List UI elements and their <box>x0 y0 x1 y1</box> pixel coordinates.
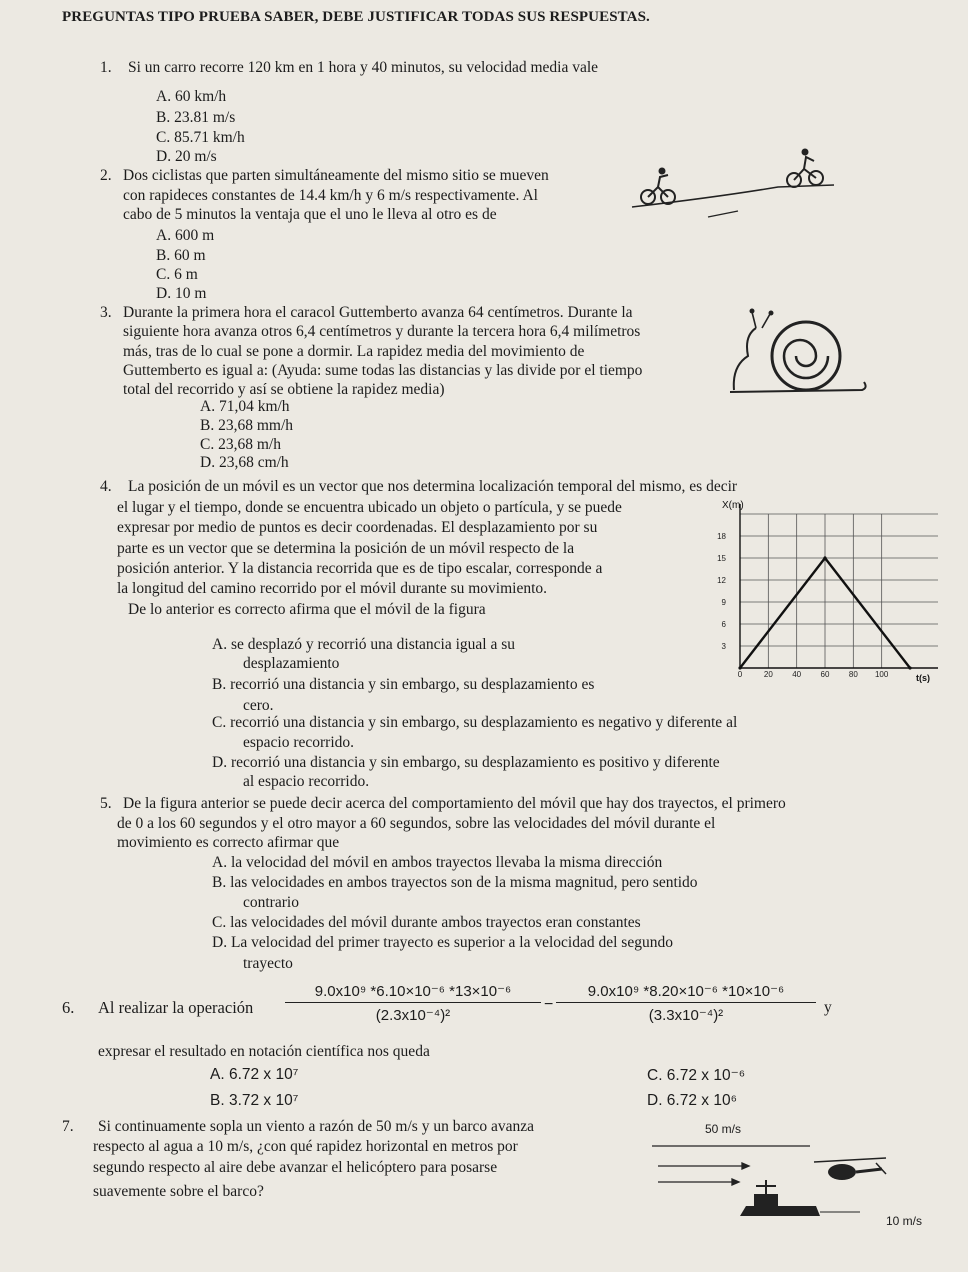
question-3-line-2: siguiente hora avanza otros 6,4 centímetros y durante la tercera hora 6,4 milímetros <box>123 323 641 340</box>
fraction-2 <box>556 982 816 1024</box>
minus-sign: − <box>544 996 554 1013</box>
question-4-option-a: A. se desplazó y recorrió una distancia igual a su <box>212 636 516 653</box>
question-3-line-4: Guttemberto es igual a: (Ayuda: sume todas las distancias y las divide por el tiempo <box>123 362 643 379</box>
helicopter-boat-illustration <box>650 1136 910 1222</box>
question-5-option-a: A. la velocidad del móvil en ambos trayectos llevaba la misma dirección <box>212 854 663 871</box>
question-5-option-d-cont: trayecto <box>243 955 293 972</box>
x-tick-label-5: 100 <box>874 670 889 679</box>
y-tick-label-0: 3 <box>721 642 726 651</box>
question-1-option-d: D. 20 m/s <box>156 148 217 165</box>
boat-icon <box>740 1180 860 1216</box>
question-4-line-3: expresar por medio de puntos es decir coordenadas. El desplazamiento por su <box>117 519 598 536</box>
question-5-line-3: movimiento es correcto afirmar que <box>117 834 340 851</box>
question-4-option-a-cont: desplazamiento <box>243 655 340 672</box>
wind-speed-label: 50 m/s <box>705 1122 742 1136</box>
fraction-1 <box>285 982 541 1024</box>
question-4-option-b-cont: cero. <box>243 697 274 714</box>
question-3-line-1: Durante la primera hora el caracol Guttemberto avanza 64 centímetros. Durante la <box>123 304 633 321</box>
question-7-number: 7. <box>62 1118 74 1135</box>
question-5-line-2: de 0 a los 60 segundos y el otro mayor a 60 segundos, sobre las velocidades del móvil durante el <box>117 815 716 832</box>
question-2-line-1: Dos ciclistas que parten simultáneamente del mismo sitio se mueven <box>123 167 549 184</box>
position-time-chart <box>700 496 940 692</box>
question-4-option-d: D. recorrió una distancia y sin embargo, su desplazamiento es positivo y diferente <box>212 754 720 771</box>
question-4-line-1: La posición de un móvil es un vector que nos determina localización temporal del mismo, es decir <box>128 478 738 495</box>
question-4-option-b: B. recorrió una distancia y sin embargo, su desplazamiento es <box>212 676 595 693</box>
y-tick-label-2: 9 <box>721 598 726 607</box>
question-3-number: 3. <box>100 304 112 321</box>
question-4-line-7: De lo anterior es correcto afirma que el móvil de la figura <box>128 601 486 618</box>
y-tick-label-1: 6 <box>721 620 726 629</box>
question-6-tail: y <box>824 999 832 1016</box>
boat-speed-label: 10 m/s <box>886 1214 923 1228</box>
question-4-line-6: la longitud del camino recorrido por el móvil durante su movimiento. <box>117 580 548 597</box>
question-7-line-4: suavemente sobre el barco? <box>93 1183 264 1200</box>
y-tick-label-5: 18 <box>717 532 726 541</box>
question-6-number: 6. <box>62 998 75 1017</box>
data-point-2 <box>908 666 911 669</box>
page-title: PREGUNTAS TIPO PRUEBA SABER, DEBE JUSTIFICAR TODAS SUS RESPUESTAS. <box>62 9 650 25</box>
question-5-option-b: B. las velocidades en ambos trayectos son de la misma magnitud, pero sentido <box>212 874 698 891</box>
snail-illustration <box>722 306 872 398</box>
question-2-option-d: D. 10 m <box>156 285 207 302</box>
question-1-option-b: B. 23.81 m/s <box>156 109 236 126</box>
x-tick-label-4: 80 <box>848 670 858 679</box>
question-6-option-b: B. 3.72 x 10⁷ <box>210 1092 299 1109</box>
question-1-option-c: C. 85.71 km/h <box>156 129 245 146</box>
question-5-line-1: De la figura anterior se puede decir acerca del comportamiento del móvil que hay dos trayectos, el primero <box>123 795 786 812</box>
question-3-option-d: D. 23,68 cm/h <box>200 454 289 471</box>
question-4-option-c: C. recorrió una distancia y sin embargo, su desplazamiento es negativo y diferente al <box>212 714 738 731</box>
x-tick-label-0: 0 <box>737 670 743 679</box>
question-7-line-1: Si continuamente sopla un viento a razón de 50 m/s y un barco avanza <box>98 1118 535 1135</box>
fraction-1-denominator: (2.3x10⁻⁴)² <box>375 1007 451 1024</box>
x-tick-label-3: 60 <box>820 670 830 679</box>
question-2-option-c: C. 6 m <box>156 266 198 283</box>
x-axis-label: t(s) <box>916 673 930 683</box>
question-1-option-a: A. 60 km/h <box>156 88 227 105</box>
x-tick-label-1: 20 <box>763 670 773 679</box>
question-3-line-3: más, tras de lo cual se pone a dormir. La rapidez media del movimiento de <box>123 343 585 360</box>
cyclist-1-icon <box>641 168 675 205</box>
question-6-intro: Al realizar la operación <box>98 998 254 1017</box>
y-axis-label: X(m) <box>722 500 744 511</box>
question-4-line-4: parte es un vector que se determina la posición de un móvil respecto de la <box>117 540 575 557</box>
question-4-line-5: posición anterior. Y la distancia recorrida que es de tipo escalar, corresponde a <box>117 560 603 577</box>
helicopter-icon <box>814 1158 886 1180</box>
question-5-option-d: D. La velocidad del primer trayecto es superior a la velocidad del segundo <box>212 934 673 951</box>
question-4-option-d-cont: al espacio recorrido. <box>243 773 370 790</box>
question-6-option-c: C. 6.72 x 10⁻⁶ <box>647 1067 746 1084</box>
question-6-option-a: A. 6.72 x 10⁷ <box>210 1066 299 1083</box>
question-7-line-2: respecto al agua a 10 m/s, ¿con qué rapidez horizontal en metros por <box>93 1138 518 1155</box>
question-2-option-a: A. 600 m <box>156 227 215 244</box>
question-5-number: 5. <box>100 795 112 812</box>
question-2-line-3: cabo de 5 minutos la ventaja que el uno le lleva al otro es de <box>123 206 497 223</box>
cyclists-illustration <box>628 145 838 225</box>
question-4-number: 4. <box>100 478 112 495</box>
question-3-line-5: total del recorrido y así se obtiene la rapidez media) <box>123 381 445 398</box>
question-6-option-d: D. 6.72 x 10⁶ <box>647 1092 737 1109</box>
question-4-line-2: el lugar y el tiempo, donde se encuentra ubicado un objeto o partícula, y se puede <box>117 499 622 516</box>
question-1-text: Si un carro recorre 120 km en 1 hora y 40 minutos, su velocidad media vale <box>128 59 599 76</box>
data-point-1 <box>823 556 826 559</box>
y-tick-label-3: 12 <box>717 576 726 585</box>
fraction-1-numerator: 9.0x10⁹ *6.10×10⁻⁶ *13×10⁻⁶ <box>285 982 541 1003</box>
wind-arrows-icon <box>652 1146 810 1185</box>
question-3-option-b: B. 23,68 mm/h <box>200 417 294 434</box>
fraction-2-numerator: 9.0x10⁹ *8.20×10⁻⁶ *10×10⁻⁶ <box>556 982 816 1003</box>
x-tick-label-2: 40 <box>792 670 802 679</box>
question-1-number: 1. <box>100 59 112 76</box>
question-4-option-c-cont: espacio recorrido. <box>243 734 355 751</box>
question-3-option-c: C. 23,68 m/h <box>200 436 281 453</box>
cyclist-2-icon <box>787 149 823 188</box>
question-6-line-2: expresar el resultado en notación científica nos queda <box>98 1043 430 1060</box>
y-tick-label-4: 15 <box>717 554 726 563</box>
question-5-option-b-cont: contrario <box>243 894 299 911</box>
question-2-number: 2. <box>100 167 112 184</box>
question-2-line-2: con rapideces constantes de 14.4 km/h y 6 m/s respectivamente. Al <box>123 187 538 204</box>
fraction-2-denominator: (3.3x10⁻⁴)² <box>648 1007 724 1024</box>
question-7-line-3: segundo respecto al aire debe avanzar el helicóptero para posarse <box>93 1159 498 1176</box>
question-5-option-c: C. las velocidades del móvil durante ambos trayectos eran constantes <box>212 914 641 931</box>
question-2-option-b: B. 60 m <box>156 247 206 264</box>
data-point-0 <box>738 666 741 669</box>
question-3-option-a: A. 71,04 km/h <box>200 398 290 415</box>
